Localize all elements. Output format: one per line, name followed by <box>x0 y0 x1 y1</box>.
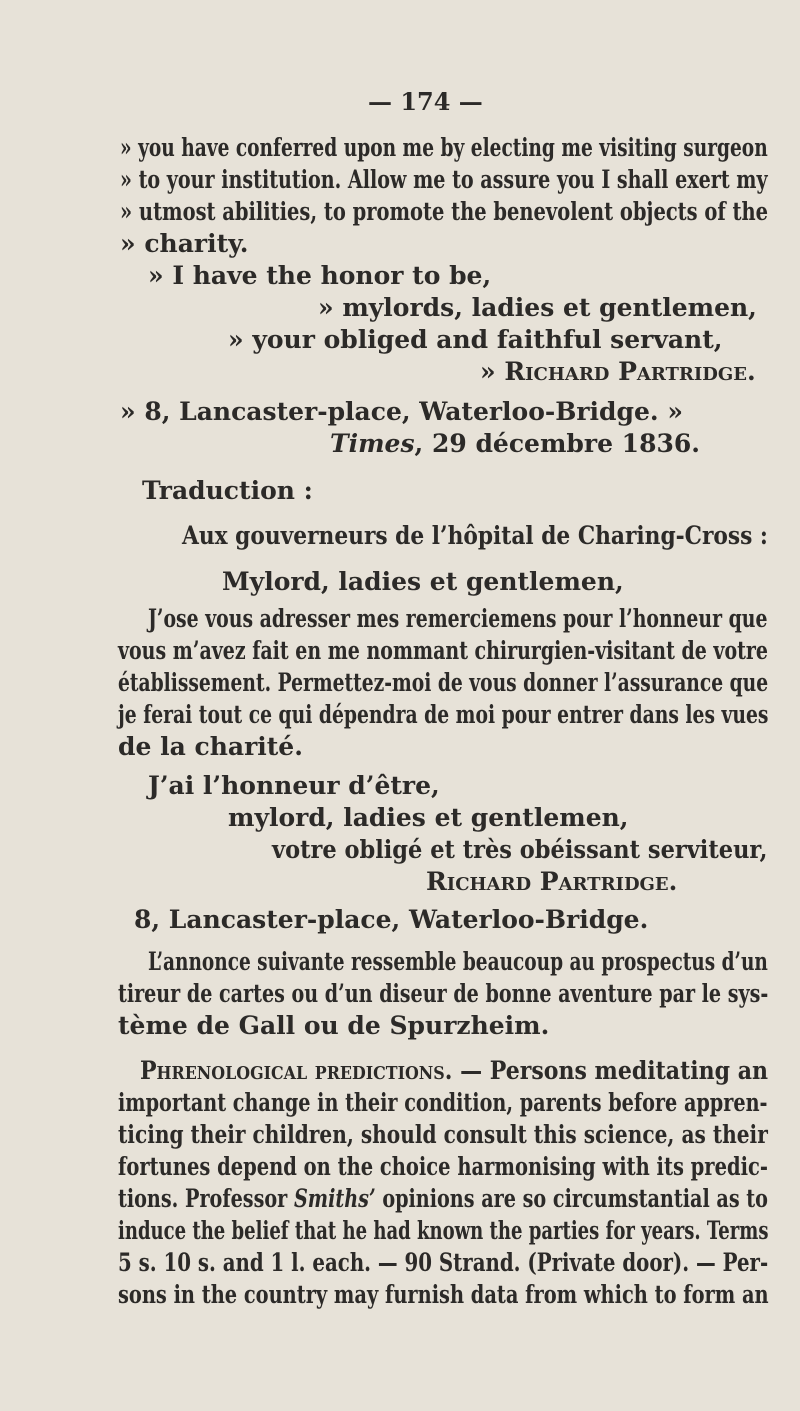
translation-closing-line: mylord, ladies et gentlemen, <box>228 803 629 832</box>
letter-source <box>330 428 700 460</box>
translation-salutation: Mylord, ladies et gentlemen, <box>222 567 624 596</box>
source-title: Times <box>330 429 415 458</box>
translation-heading: Traduction : <box>142 476 313 505</box>
source-date: , 29 décembre 1836. <box>414 429 700 458</box>
ad-heading: Phrenological predictions. <box>140 1056 453 1085</box>
letter-closing-line: » I have the honor to be, <box>148 261 492 290</box>
ad-text: opinions are so circumstantial as to <box>375 1184 768 1213</box>
ad-first-line-rest: — Persons meditating an <box>452 1056 768 1085</box>
translation-body-line: vous m’avez fait en me nommant chirurgien-visitant de votre <box>118 636 768 665</box>
commentary-line: tème de Gall ou de Spurzheim. <box>118 1011 550 1040</box>
ad-line: important change in their condition, parents before appren- <box>118 1088 768 1117</box>
letter-closing-line: » your obliged and faithful servant, <box>228 325 723 354</box>
ad-text: tions. Professor <box>118 1184 294 1213</box>
letter-line: » to your institution. Allow me to assure you I shall exert my <box>120 165 768 194</box>
ad-line: 5 s. 10 s. and 1 l. each. — 90 Strand. (Private door). — Per- <box>118 1248 769 1277</box>
ad-line <box>118 1183 768 1215</box>
commentary-line: L’annonce suivante ressemble beaucoup au prospectus d’un <box>148 947 768 976</box>
letter-line: » you have conferred upon me by electing me visiting surgeon <box>120 133 768 162</box>
ad-line: induce the belief that he had known the parties for years. Terms <box>118 1216 769 1245</box>
letter-signature: » Richard Partridge. <box>480 357 756 386</box>
translation-body-line: je ferai tout ce qui dépendra de moi pour entrer dans les vues <box>118 700 769 729</box>
translation-address: 8, Lancaster-place, Waterloo-Bridge. <box>134 905 649 934</box>
translation-closing-line: J’ai l’honneur d’être, <box>148 771 440 800</box>
letter-address: » 8, Lancaster-place, Waterloo-Bridge. » <box>120 397 683 426</box>
letter-closing-line: » mylords, ladies et gentlemen, <box>318 293 757 322</box>
translation-addressee: Aux gouverneurs de l’hôpital de Charing-Cross : <box>182 521 768 550</box>
translation-body-line: de la charité. <box>118 732 303 761</box>
ad-line: fortunes depend on the choice harmonising with its predic- <box>118 1152 768 1181</box>
translation-signature: Richard Partridge. <box>426 867 678 896</box>
translation-body-line: J’ose vous adresser mes remerciemens pour l’honneur que <box>148 604 768 633</box>
commentary-line: tireur de cartes ou d’un diseur de bonne aventure par le sys- <box>118 979 769 1008</box>
letter-line: » utmost abilities, to promote the benevolent objects of the <box>120 197 769 226</box>
ad-line: sons in the country may furnish data from which to form an <box>118 1280 769 1309</box>
letter-line: » charity. <box>120 229 249 258</box>
ad-first-line <box>140 1055 768 1087</box>
ad-line: ticing their children, should consult this science, as their <box>118 1120 768 1149</box>
translation-closing-line: votre obligé et très obéissant serviteur, <box>272 835 768 864</box>
ad-professor-name: Smiths’ <box>293 1184 376 1213</box>
page-number: — 174 — <box>368 87 483 116</box>
translation-body-line: établissement. Permettez-moi de vous donner l’assurance que <box>118 668 769 697</box>
